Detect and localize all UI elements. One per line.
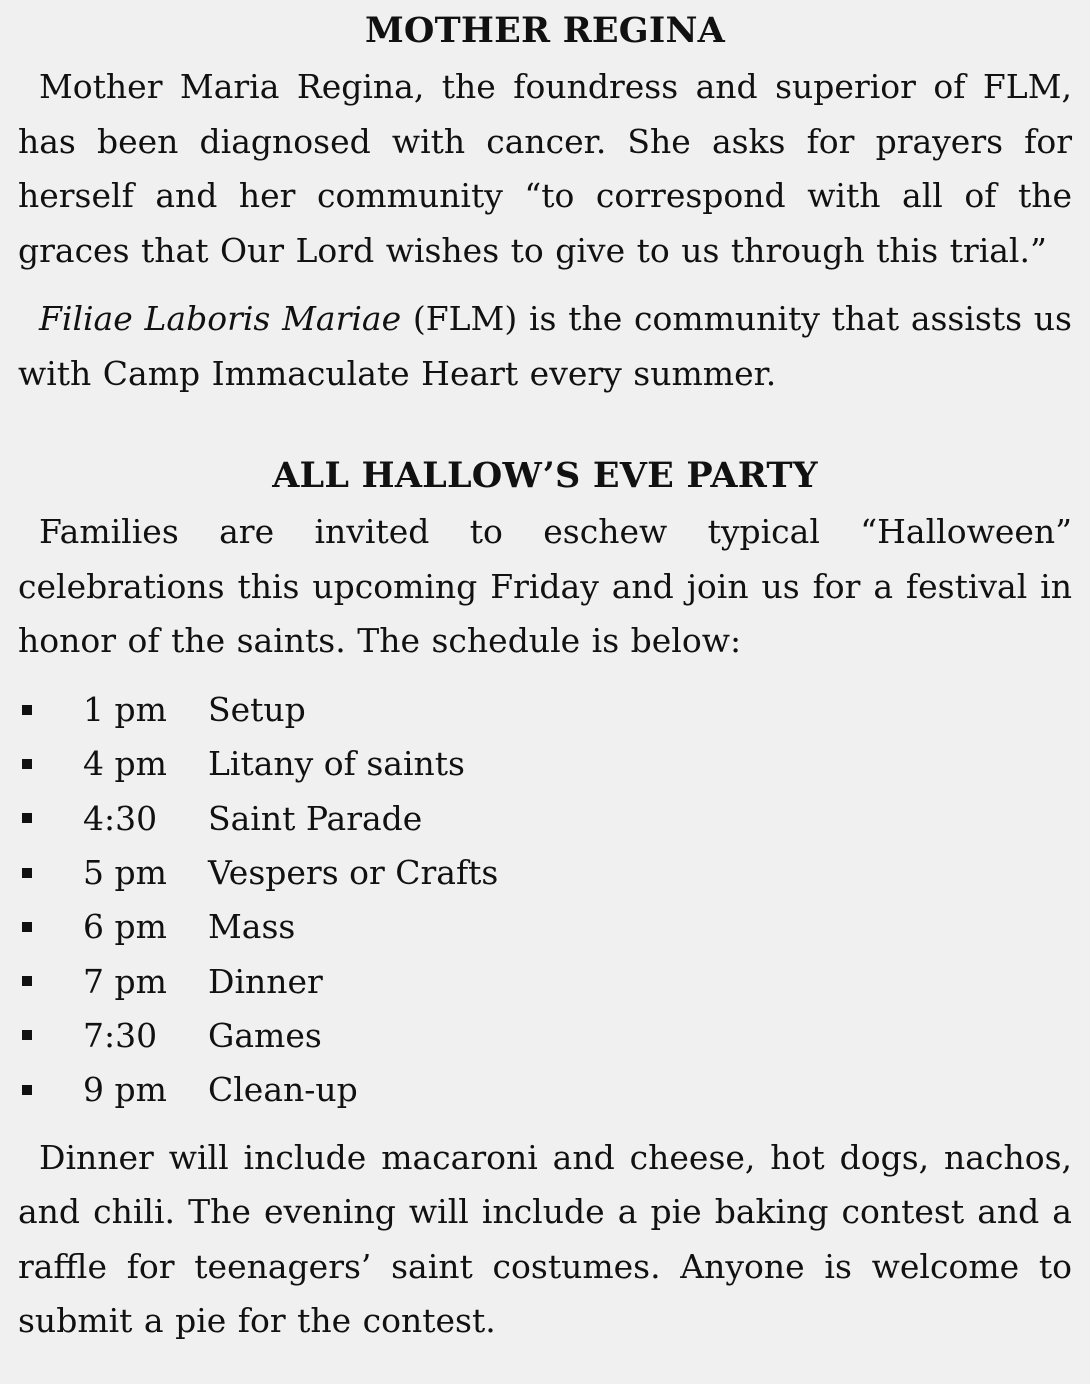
schedule-event: Clean-up — [208, 1070, 358, 1110]
flm-paragraph-text: (FLM) is the community that assists us with Camp Immaculate Heart every summer. — [18, 299, 1072, 393]
square-bullet-icon — [22, 922, 32, 932]
schedule-event: Setup — [208, 690, 306, 730]
flm-paragraph — [18, 292, 1072, 401]
mother-regina-paragraph: Mother Maria Regina, the foundress and superior of FLM, has been diagnosed with cancer. She asks for prayers for herself and her community “to correspond with all of the graces that Our Lord wishes to give to us through this trial.” — [18, 67, 1072, 270]
flm-latin-name: Filiae Laboris Mariae — [39, 299, 402, 338]
schedule-event: Litany of saints — [208, 744, 465, 784]
schedule-time: 5 pm — [83, 853, 167, 893]
mother-regina-heading: MOTHER REGINA — [364, 10, 726, 51]
square-bullet-icon — [22, 813, 32, 823]
schedule-list — [18, 683, 1072, 1117]
schedule-time: 7:30 — [83, 1015, 158, 1055]
schedule-item — [18, 900, 1072, 954]
dinner-paragraph: Dinner will include macaroni and cheese, hot dogs, nachos, and chili. The evening will include a pie baking contest and a raffle for teenagers’ saint costumes. Anyone is welcome to submit a pie for the contest. — [18, 1137, 1072, 1341]
schedule-time: 9 pm — [83, 1070, 167, 1110]
party-heading: ALL HALLOW’S EVE PARTY — [272, 455, 818, 496]
schedule-time: 7 pm — [83, 961, 167, 1001]
square-bullet-icon — [22, 1030, 32, 1040]
square-bullet-icon — [22, 976, 32, 986]
schedule-item — [18, 683, 1072, 737]
schedule-time: 4:30 — [83, 798, 158, 838]
schedule-event: Games — [208, 1015, 322, 1055]
party-intro-paragraph: Families are invited to eschew typical “Halloween” celebrations this upcoming Friday and join us for a festival in honor of the saints. The schedule is below: — [18, 512, 1072, 660]
schedule-item — [18, 737, 1072, 791]
schedule-event: Dinner — [208, 961, 323, 1001]
schedule-item — [18, 791, 1072, 845]
schedule-event: Saint Parade — [208, 798, 423, 838]
schedule-item — [18, 845, 1072, 899]
schedule-time: 4 pm — [83, 744, 167, 784]
schedule-item — [18, 1063, 1072, 1117]
schedule-time: 6 pm — [83, 907, 167, 947]
square-bullet-icon — [22, 1085, 32, 1095]
schedule-item — [18, 1008, 1072, 1062]
schedule-event: Mass — [208, 907, 296, 947]
square-bullet-icon — [22, 705, 32, 715]
square-bullet-icon — [22, 868, 32, 878]
schedule-event: Vespers or Crafts — [208, 853, 499, 893]
square-bullet-icon — [22, 759, 32, 769]
schedule-time: 1 pm — [83, 690, 167, 730]
schedule-item — [18, 954, 1072, 1008]
